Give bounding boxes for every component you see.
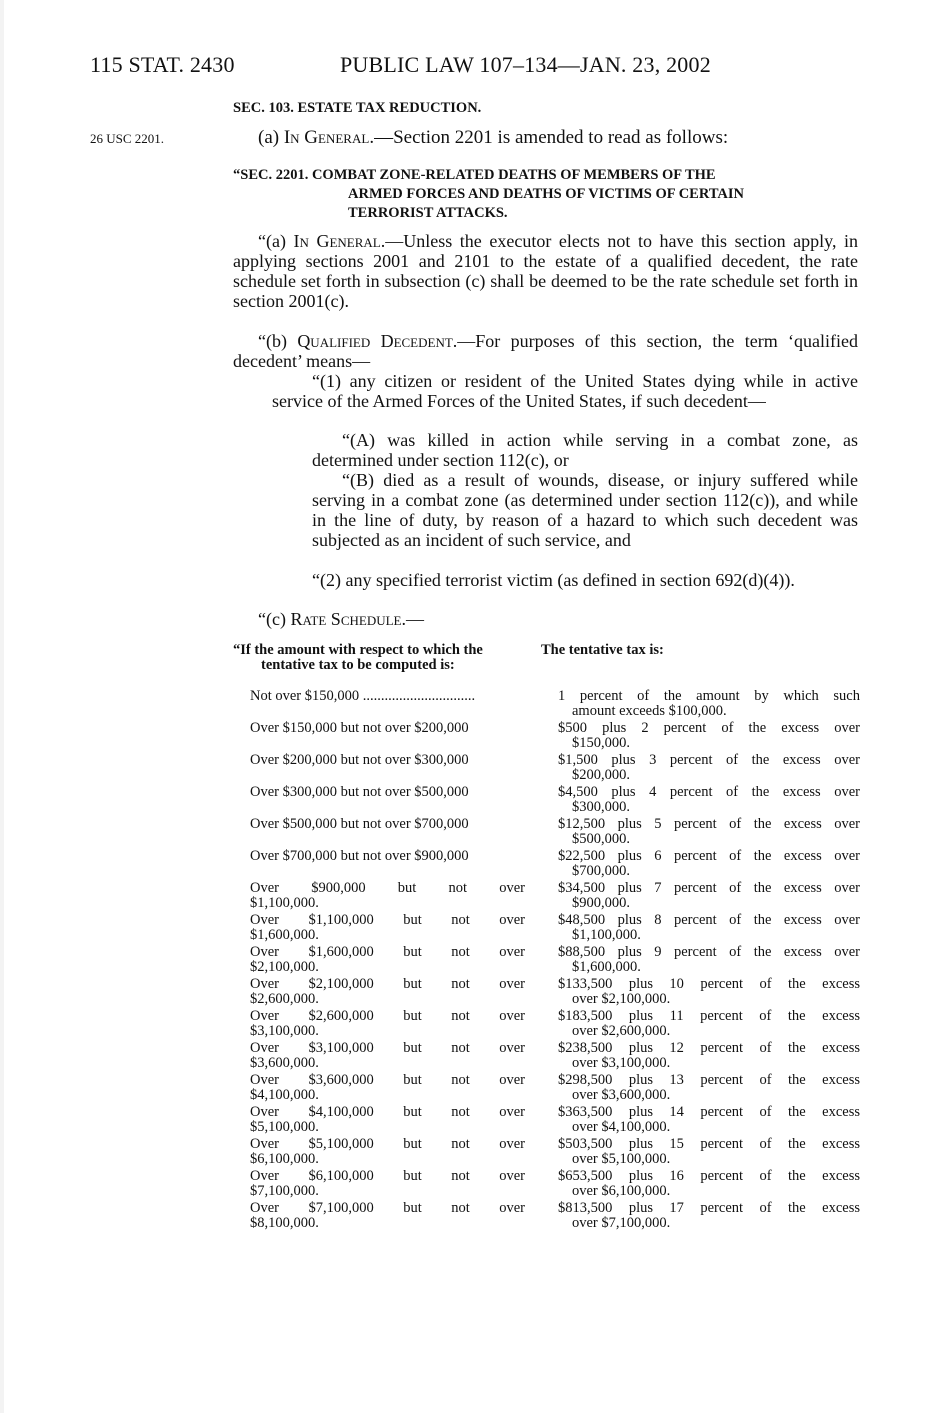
bracket-text: Over $7,100,000 but not over xyxy=(250,1200,525,1216)
bracket-text: Over $5,100,000 but not over xyxy=(250,1136,525,1152)
table-row xyxy=(250,881,860,912)
tax-text-continued: over $7,100,000. xyxy=(572,1215,671,1231)
paragraph-c xyxy=(258,609,858,629)
tax-text: $500 plus 2 percent of the excess over xyxy=(558,720,860,736)
subsection-a-label: In General xyxy=(283,127,370,148)
bracket-text: Over $1,100,000 but not over xyxy=(250,912,525,928)
table-column2-header: The tentative tax is: xyxy=(541,642,664,658)
bracket-text-continued: $8,100,000. xyxy=(250,1215,319,1231)
tax-cell xyxy=(558,945,860,976)
tax-text: $4,500 plus 4 percent of the excess over xyxy=(558,784,860,800)
bracket-text: Over $700,000 but not over $900,000 xyxy=(250,848,469,864)
tax-text-continued: $700,000. xyxy=(572,863,630,879)
bracket-text: Over $300,000 but not over $500,000 xyxy=(250,784,469,800)
tax-text-continued: $200,000. xyxy=(572,767,630,783)
section-heading: SEC. 103. ESTATE TAX REDUCTION. xyxy=(233,100,482,116)
table-row xyxy=(250,1201,860,1232)
bracket-cell xyxy=(250,881,525,912)
table-row xyxy=(250,817,860,848)
bracket-text-continued: $1,100,000. xyxy=(250,895,319,911)
bracket-cell xyxy=(250,1009,525,1040)
bracket-text: Over $4,100,000 but not over xyxy=(250,1104,525,1120)
table-row xyxy=(250,753,860,784)
tax-cell xyxy=(558,1137,860,1168)
subsection-a-prefix: (a) xyxy=(258,127,284,148)
tax-text: $653,500 plus 16 percent of the excess xyxy=(558,1168,860,1184)
table-row xyxy=(250,977,860,1008)
tax-cell xyxy=(558,1169,860,1200)
bracket-text-continued: $3,600,000. xyxy=(250,1055,319,1071)
table-row xyxy=(250,1073,860,1104)
tax-text-continued: $500,000. xyxy=(572,831,630,847)
bracket-cell xyxy=(250,1073,525,1104)
bracket-text: Over $1,600,000 but not over xyxy=(250,944,525,960)
tax-text: $363,500 plus 14 percent of the excess xyxy=(558,1104,860,1120)
bracket-text: Over $3,100,000 but not over xyxy=(250,1040,525,1056)
bracket-cell xyxy=(250,721,525,752)
paragraph-a-prefix: “(a) xyxy=(258,231,294,251)
tax-text: $813,500 plus 17 percent of the excess xyxy=(558,1200,860,1216)
bracket-text-continued: $5,100,000. xyxy=(250,1119,319,1135)
tax-text: $503,500 plus 15 percent of the excess xyxy=(558,1136,860,1152)
table-row xyxy=(250,1009,860,1040)
tax-text-continued: $1,100,000. xyxy=(572,927,641,943)
bracket-cell xyxy=(250,817,525,848)
tax-cell xyxy=(558,849,860,880)
tax-text: $298,500 plus 13 percent of the excess xyxy=(558,1072,860,1088)
tax-cell xyxy=(558,913,860,944)
bracket-cell xyxy=(250,1105,525,1136)
bracket-cell xyxy=(250,1137,525,1168)
bracket-cell xyxy=(250,945,525,976)
bracket-text: Over $6,100,000 but not over xyxy=(250,1168,525,1184)
tax-text: $238,500 plus 12 percent of the excess xyxy=(558,1040,860,1056)
bracket-text: Over $2,100,000 but not over xyxy=(250,976,525,992)
paragraph-a-label: In General xyxy=(293,231,381,251)
paragraph-c-prefix: “(c) xyxy=(258,609,291,629)
paragraph-a xyxy=(233,231,858,311)
tax-cell xyxy=(558,881,860,912)
bracket-text: Over $200,000 but not over $300,000 xyxy=(250,752,469,768)
paragraph-b xyxy=(233,331,858,371)
tax-text-continued: $900,000. xyxy=(572,895,630,911)
tax-text-continued: over $3,100,000. xyxy=(572,1055,671,1071)
tax-cell xyxy=(558,1105,860,1136)
table-row xyxy=(250,1137,860,1168)
tax-cell xyxy=(558,1009,860,1040)
bracket-cell xyxy=(250,849,525,880)
bracket-cell xyxy=(250,785,525,816)
tax-text: $88,500 plus 9 percent of the excess over xyxy=(558,944,860,960)
bracket-cell xyxy=(250,753,525,784)
tax-text: $12,500 plus 5 percent of the excess over xyxy=(558,816,860,832)
paragraph-b-text: .—For purposes of this section, the term ‘qualified decedent’ means— xyxy=(233,331,858,371)
tax-text-continued: amount exceeds $100,000. xyxy=(572,703,727,719)
bracket-text-continued: $2,100,000. xyxy=(250,959,319,975)
tax-text-continued: $150,000. xyxy=(572,735,630,751)
bracket-text: Over $2,600,000 but not over xyxy=(250,1008,525,1024)
paragraph-c-label: Rate Schedule xyxy=(290,609,402,629)
bracket-text: Over $900,000 but not over xyxy=(250,880,525,896)
paragraph-b2: “(2) any specified terrorist victim (as defined in section 692(d)(4)). xyxy=(312,570,795,590)
bracket-text: Not over $150,000 ..... xyxy=(250,688,475,704)
tax-cell xyxy=(558,721,860,752)
paragraph-b1: “(1) any citizen or resident of the United States dying while in active service of the Armed Forces of the United States, if such decedent— xyxy=(272,371,858,411)
bracket-cell xyxy=(250,1169,525,1200)
tax-cell xyxy=(558,977,860,1008)
page-edge-shadow xyxy=(0,0,4,1413)
tax-text-continued: over $3,600,000. xyxy=(572,1087,671,1103)
bracket-text-continued: $7,100,000. xyxy=(250,1183,319,1199)
table-row xyxy=(250,1105,860,1136)
tax-text: 1 percent of the amount by which such xyxy=(558,688,860,704)
table-column1-header xyxy=(233,643,528,673)
table-row xyxy=(250,689,860,720)
bracket-text-continued: $3,100,000. xyxy=(250,1023,319,1039)
bracket-text-continued: $6,100,000. xyxy=(250,1151,319,1167)
bracket-cell xyxy=(250,1201,525,1232)
new-section-heading xyxy=(233,166,859,223)
tax-text-continued: over $2,100,000. xyxy=(572,991,671,1007)
tax-cell xyxy=(558,689,860,720)
paragraph-b-prefix: “(b) xyxy=(258,331,298,351)
rate-schedule-table xyxy=(250,689,860,1233)
bracket-text-continued: $2,600,000. xyxy=(250,991,319,1007)
tax-cell xyxy=(558,1201,860,1232)
paragraph-bB: “(B) died as a result of wounds, disease, or injury suffered while serving in a combat zone (as determined under section 112(c)), and while in the line of duty, by reason of a hazard to which such decedent was subjected as an incident of such service, and xyxy=(312,470,858,550)
tax-text-continued: over $4,100,000. xyxy=(572,1119,671,1135)
tax-cell xyxy=(558,1041,860,1072)
subsection-a-text: .—Section 2201 is amended to read as follows: xyxy=(369,127,729,148)
paragraph-bA: “(A) was killed in action while serving in a combat zone, as determined under section 112(c), or xyxy=(312,430,858,470)
table-row xyxy=(250,721,860,752)
paragraph-b-label: Qualified Decedent xyxy=(297,331,453,351)
table-column1-header-text: “If the amount with respect to which the tentative tax to be computed is: xyxy=(233,642,483,673)
tax-cell xyxy=(558,753,860,784)
tax-text: $133,500 plus 10 percent of the excess xyxy=(558,976,860,992)
bracket-text: Over $500,000 but not over $700,000 xyxy=(250,816,469,832)
tax-text-continued: over $2,600,000. xyxy=(572,1023,671,1039)
subsection-a xyxy=(258,128,858,148)
tax-text-continued: $1,600,000. xyxy=(572,959,641,975)
new-section-heading-line2: ARMED FORCES AND DEATHS OF VICTIMS OF CERTAIN xyxy=(348,186,744,202)
new-section-heading-line1: “SEC. 2201. COMBAT ZONE-RELATED DEATHS OF MEMBERS OF THE xyxy=(233,167,716,183)
table-row xyxy=(250,945,860,976)
table-row xyxy=(250,1169,860,1200)
tax-text: $1,500 plus 3 percent of the excess over xyxy=(558,752,860,768)
bracket-text-continued: $1,600,000. xyxy=(250,927,319,943)
tax-text-continued: over $6,100,000. xyxy=(572,1183,671,1199)
margin-citation: 26 USC 2201. xyxy=(90,131,165,146)
tax-text: $22,500 plus 6 percent of the excess over xyxy=(558,848,860,864)
bracket-cell xyxy=(250,913,525,944)
bracket-text: Over $3,600,000 but not over xyxy=(250,1072,525,1088)
table-row xyxy=(250,785,860,816)
statute-page-number: 115 STAT. 2430 xyxy=(90,52,235,77)
tax-text: $183,500 plus 11 percent of the excess xyxy=(558,1008,860,1024)
bracket-text: Over $150,000 but not over $200,000 xyxy=(250,720,469,736)
paragraph-c-text: .— xyxy=(401,609,424,629)
tax-cell xyxy=(558,817,860,848)
bracket-text-continued: $4,100,000. xyxy=(250,1087,319,1103)
tax-cell xyxy=(558,785,860,816)
table-row xyxy=(250,849,860,880)
new-section-heading-line3: TERRORIST ATTACKS. xyxy=(348,205,508,221)
public-law-header: PUBLIC LAW 107–134—JAN. 23, 2002 xyxy=(340,52,711,77)
table-row xyxy=(250,1041,860,1072)
paragraph-a-text: .—Unless the executor elects not to have this section apply, in applying sections 2001 and 2101 to the estate of a qualified decedent, the rate schedule set forth in subsection (c) shall be deemed to be the rate schedule set forth in section 2001(c). xyxy=(233,231,859,311)
tax-text-continued: $300,000. xyxy=(572,799,630,815)
bracket-cell xyxy=(250,1041,525,1072)
tax-text: $34,500 plus 7 percent of the excess over xyxy=(558,880,860,896)
tax-cell xyxy=(558,1073,860,1104)
bracket-cell xyxy=(250,977,525,1008)
tax-text-continued: over $5,100,000. xyxy=(572,1151,671,1167)
table-row xyxy=(250,913,860,944)
bracket-cell xyxy=(250,689,525,720)
tax-text: $48,500 plus 8 percent of the excess over xyxy=(558,912,860,928)
